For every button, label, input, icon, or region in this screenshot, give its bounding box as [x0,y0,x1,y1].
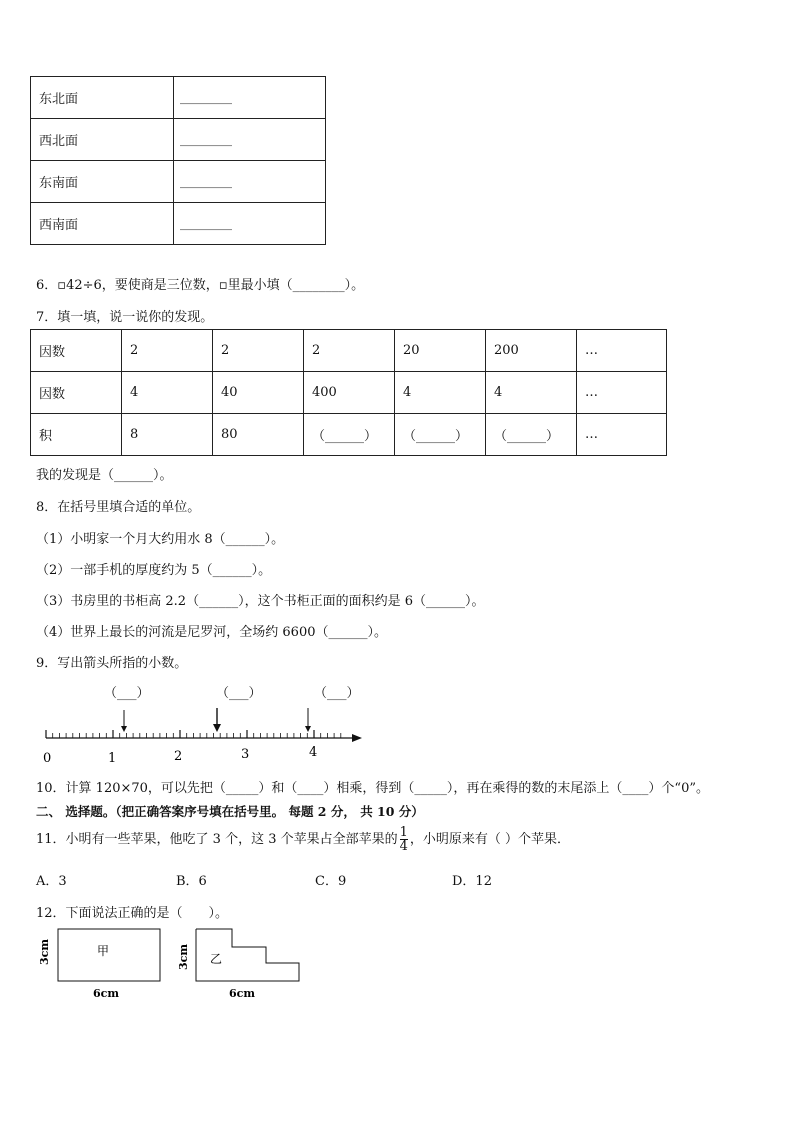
finding-line: 我的发现是（______）。 [36,468,173,483]
question-12-title: 12．下面说法正确的是（ ）。 [36,906,229,921]
shape-label: 甲 [97,944,110,958]
width-label: 6cm [93,987,119,1000]
down-arrow-icon [121,710,127,732]
width-label: 6cm [229,987,255,1000]
answer-blank[interactable]: （______） [395,414,486,456]
answer-blank[interactable]: ________ [174,77,326,119]
arrow-blank-2[interactable]: （___） [216,686,262,701]
section-heading: 二、 选择题。（把正确答案序号填在括号里。 每题 2 分， 共 10 分） [36,804,424,819]
table-cell: 40 [213,372,304,414]
arrow-blank-1[interactable]: （___） [104,686,150,701]
down-arrow-icon [305,708,311,732]
height-label: 3cm [38,939,51,965]
question-11 [36,826,570,853]
tick-label: 1 [108,751,117,766]
table-cell: 20 [395,330,486,372]
table-cell: 4 [395,372,486,414]
tick-label: 2 [174,749,183,764]
question-8-item-2: （2）一部手机的厚度约为 5（______）。 [36,563,272,578]
table-cell: 200 [486,330,577,372]
option-a[interactable]: A．3 [36,874,67,889]
tick-label: 4 [309,745,318,760]
question-10: 10．计算 120×70，可以先把（_____）和（____）相乘，得到（_____），再在乘得的数的末尾添上（____）个“0”。 [36,781,709,796]
row-header: 因数 [31,372,122,414]
question-8-item-1: （1）小明家一个月大约用水 8（______）。 [36,532,285,547]
row-header: 因数 [31,330,122,372]
fraction-denominator: 4 [399,839,408,854]
direction-label: 西南面 [31,203,174,245]
tick-label: 3 [241,747,250,762]
table-cell: 2 [122,330,213,372]
direction-label: 东北面 [31,77,174,119]
table-cell: … [577,414,667,456]
table-cell: 2 [304,330,395,372]
fraction-numerator: 1 [399,825,408,840]
answer-blank[interactable]: ________ [174,161,326,203]
down-arrow-icon [213,708,221,732]
fraction [400,826,408,853]
shape-figure [36,925,316,1005]
answer-blank[interactable]: （______） [486,414,577,456]
row-header: 积 [31,414,122,456]
table-cell: 2 [213,330,304,372]
question-11-text: 11．小明有一些苹果，他吃了 3 个，这 3 个苹果占全部苹果的 [36,832,398,847]
option-b[interactable]: B．6 [176,874,207,889]
number-line [36,700,376,768]
question-8-title: 8．在括号里填合适的单位。 [36,500,201,515]
arrow-blank-3[interactable]: （___） [314,686,360,701]
table-cell: 4 [486,372,577,414]
table-cell: 8 [122,414,213,456]
question-7-title: 7．填一填，说一说你的发现。 [36,310,214,325]
direction-table [30,76,326,245]
option-c[interactable]: C．9 [315,874,347,889]
table-cell: 80 [213,414,304,456]
direction-label: 西北面 [31,119,174,161]
shape-label: 乙 [210,952,223,966]
question-9-title: 9．写出箭头所指的小数。 [36,656,188,671]
answer-blank[interactable]: ________ [174,203,326,245]
table-cell: … [577,330,667,372]
direction-label: 东南面 [31,161,174,203]
question-8-item-3: （3）书房里的书柜高 2.2（______），这个书柜正面的面积约是 6（______）。 [36,594,485,609]
tick-label: 0 [43,751,52,766]
answer-blank[interactable]: （______） [304,414,395,456]
question-6: 6．▫42÷6，要使商是三位数，▫里最小填（________）。 [36,278,365,293]
table-cell: … [577,372,667,414]
factor-table [30,329,667,456]
question-11-text-end: ，小明原来有（ ）个苹果． [409,832,571,847]
option-d[interactable]: D．12 [452,874,492,889]
height-label: 3cm [177,944,190,970]
answer-blank[interactable]: ________ [174,119,326,161]
table-cell: 400 [304,372,395,414]
table-cell: 4 [122,372,213,414]
question-8-item-4: （4）世界上最长的河流是尼罗河，全场约 6600（______）。 [36,625,387,640]
